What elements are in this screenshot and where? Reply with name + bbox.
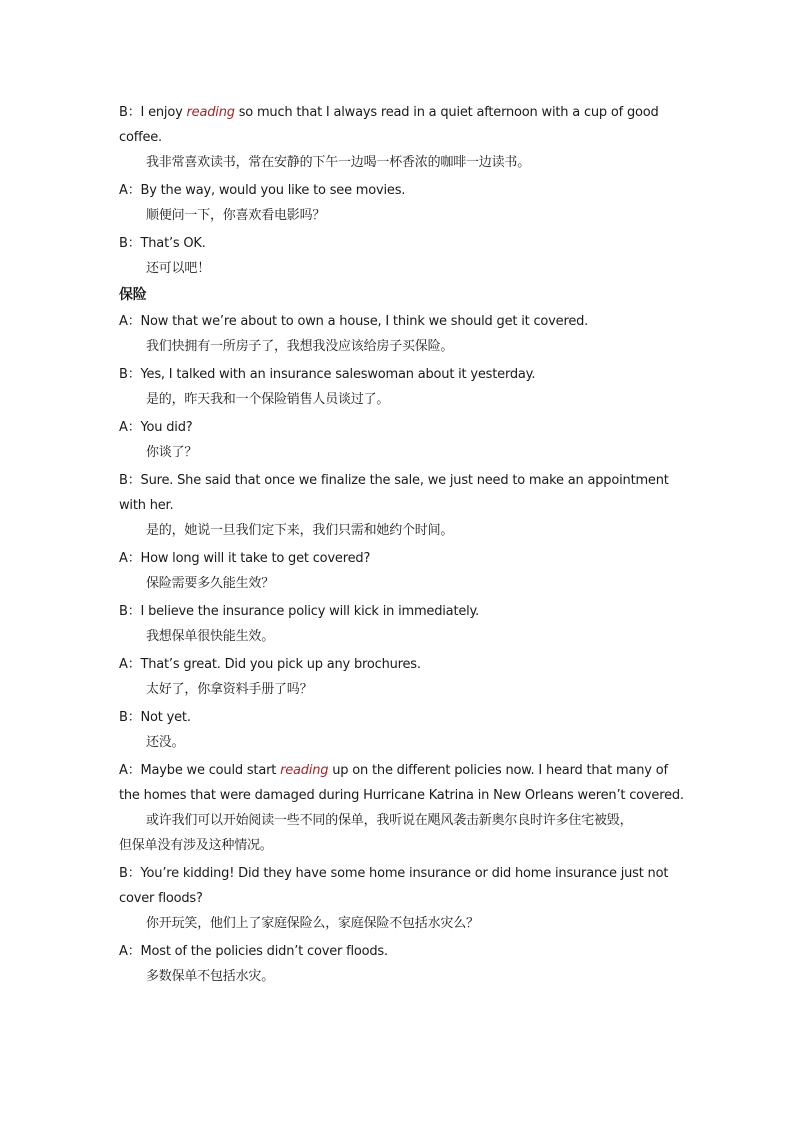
english-line: coffee. <box>119 130 162 145</box>
chinese-translation: 你开玩笑，他们上了家庭保险么，家庭保险不包括水灾么？ <box>146 916 479 931</box>
dialogue-turn <box>119 309 679 359</box>
dialogue-turn <box>119 939 679 989</box>
english-line: the homes that were damaged during Hurricane Katrina in New Orleans weren’t covered. <box>119 788 684 803</box>
highlighted-word: reading <box>186 105 235 120</box>
english-line: B：I enjoy reading so much that I always read in a quiet afternoon with a cup of good <box>119 105 659 120</box>
chinese-translation: 还没。 <box>146 735 185 750</box>
dialogue-turn <box>119 231 679 281</box>
highlighted-word: reading <box>280 763 329 778</box>
chinese-translation: 保险需要多久能生效？ <box>146 576 275 591</box>
english-line: B：Sure. She said that once we finalize the sale, we just need to make an appointment <box>119 473 669 488</box>
english-line: B：Not yet. <box>119 710 191 725</box>
english-line: B：I believe the insurance policy will kick in immediately. <box>119 604 480 619</box>
english-line: with her. <box>119 498 174 513</box>
english-line: B：Yes, I talked with an insurance saleswoman about it yesterday. <box>119 367 536 382</box>
dialogue-turn <box>119 100 679 175</box>
dialogue-turn <box>119 546 679 596</box>
dialogue-turn <box>119 178 679 228</box>
english-line: A：That’s great. Did you pick up any brochures. <box>119 657 421 672</box>
chinese-translation: 我非常喜欢读书，常在安静的下午一边喝一杯香浓的咖啡一边读书。 <box>146 155 531 170</box>
chinese-translation: 是的，昨天我和一个保险销售人员谈过了。 <box>146 392 390 407</box>
english-line: A：You did? <box>119 420 193 435</box>
chinese-translation: 我们快拥有一所房子了，我想我没应该给房子买保险。 <box>146 339 454 354</box>
english-line: A：How long will it take to get covered? <box>119 551 371 566</box>
english-line: cover floods? <box>119 891 203 906</box>
section-title: 保险 <box>119 287 147 303</box>
dialogue-turn <box>119 652 679 702</box>
english-line: A：Most of the policies didn’t cover floods. <box>119 944 388 959</box>
dialogue-turn <box>119 599 679 649</box>
dialogue-turn <box>119 415 679 465</box>
dialogue-turn <box>119 705 679 755</box>
english-line: B：That’s OK. <box>119 236 206 251</box>
chinese-translation: 还可以吧！ <box>146 261 211 276</box>
english-line: A：By the way, would you like to see movies. <box>119 183 406 198</box>
chinese-translation: 是的，她说一旦我们定下来，我们只需和她约个时间。 <box>146 523 454 538</box>
chinese-translation: 我想保单很快能生效。 <box>146 629 275 644</box>
chinese-translation: 你谈了？ <box>146 445 198 460</box>
document-body <box>119 100 684 989</box>
english-line: B：You’re kidding! Did they have some home insurance or did home insurance just not <box>119 866 669 881</box>
dialogue-turn <box>119 758 684 858</box>
english-line: A：Now that we’re about to own a house, I think we should get it covered. <box>119 314 589 329</box>
chinese-translation: 顺便问一下，你喜欢看电影吗？ <box>146 208 326 223</box>
chinese-translation: 太好了，你拿资料手册了吗？ <box>146 682 313 697</box>
chinese-translation: 多数保单不包括水灾。 <box>146 969 275 984</box>
dialogue-turn <box>119 468 679 543</box>
chinese-translation-continued: 但保单没有涉及这种情况。 <box>119 838 273 853</box>
chinese-translation: 或许我们可以开始阅读一些不同的保单，我听说在飓风袭击新奥尔良时许多住宅被毁， <box>146 813 633 828</box>
dialogue-turn <box>119 861 679 936</box>
english-line: A：Maybe we could start reading up on the different policies now. I heard that many of <box>119 763 668 778</box>
dialogue-turn <box>119 362 679 412</box>
